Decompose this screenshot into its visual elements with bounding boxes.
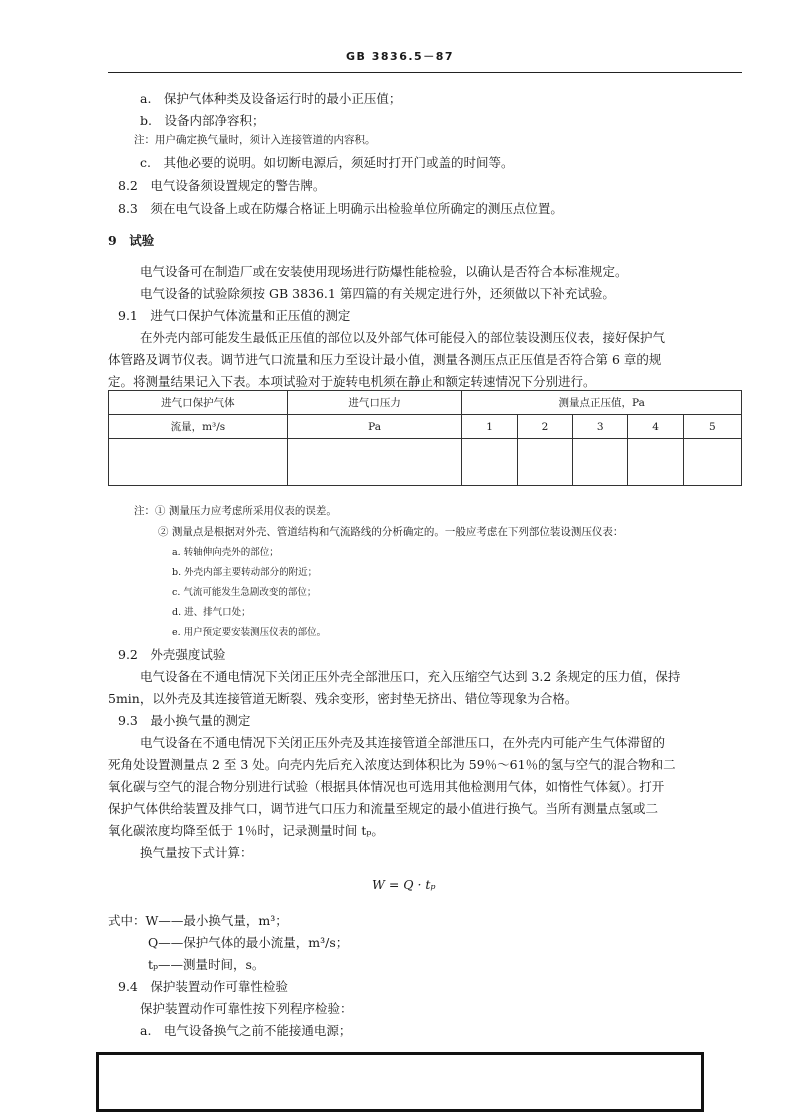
text-line-5: 8.2 电气设备须设置规定的警告牌。	[118, 178, 326, 193]
table-point-5: 5	[683, 415, 741, 439]
text-line-24: 9.3 最小换气量的测定	[118, 713, 251, 728]
table-point-2: 2	[517, 415, 572, 439]
table-cell-empty	[109, 439, 288, 486]
text-line-15: ② 测量点是根据对外壳、管道结构和气流路线的分析确定的。一般应考虑在下列部位装设测压仪表：	[158, 526, 624, 538]
text-line-37: a. 电气设备换气之前不能接通电源；	[140, 1023, 352, 1038]
bottom-frame	[96, 1052, 704, 1112]
text-line-12: 体管路及调节仪表。调节进气口流量和压力至设计最小值，测量各测压点正压值是否符合第 6 章的规	[108, 352, 662, 367]
text-line-34: tₚ——测量时间，s。	[148, 957, 265, 972]
text-line-14: 注：① 测量压力应考虑所采用仪表的误差。	[134, 505, 337, 517]
table-cell-empty	[462, 439, 517, 486]
text-line-20: e. 用户预定要安装测压仪表的部位。	[172, 627, 327, 638]
table-header-flow: 进气口保护气体	[109, 391, 288, 415]
text-line-26: 死角处设置测量点 2 至 3 处。向壳内先后充入浓度达到体积比为 59％～61％的氢与空气的混合物和二	[108, 757, 676, 772]
text-line-27: 氧化碳与空气的混合物分别进行试验（根据具体情况也可选用其他检测用气体，如惰性气体氦）。打开	[108, 779, 665, 794]
text-line-13: 定。将测量结果记入下表。本项试验对于旋转电机须在静止和额定转速情况下分别进行。	[108, 374, 596, 389]
table-cell-empty	[573, 439, 628, 486]
text-line-23: 5min，以外壳及其连接管道无断裂、残余变形，密封垫无挤出、错位等现象为合格。	[108, 691, 578, 706]
text-line-3: 注：用户确定换气量时，须计入连接管道的内容积。	[134, 134, 376, 146]
measurement-table	[108, 390, 742, 486]
text-line-36: 保护装置动作可靠性按下列程序检验：	[140, 1001, 353, 1016]
page-header: GB 3836.5－87	[346, 50, 454, 63]
text-line-8: 电气设备可在制造厂或在安装使用现场进行防爆性能检验，以确认是否符合本标准规定。	[140, 264, 628, 279]
table-point-1: 1	[462, 415, 517, 439]
table-header-group: 测量点正压值，Pa	[462, 391, 742, 415]
text-line-11: 在外壳内部可能发生最低正压值的部位以及外部气体可能侵入的部位装设测压仪表，接好保护气	[140, 330, 666, 345]
text-line-30: 换气量按下式计算：	[140, 845, 253, 860]
text-line-22: 电气设备在不通电情况下关闭正压外壳全部泄压口，充入压缩空气达到 3.2 条规定的压力值，保持	[140, 669, 681, 684]
text-line-17: b. 外壳内部主要转动部分的附近；	[172, 567, 318, 578]
text-line-4: c. 其他必要的说明。如切断电源后，须延时打开门或盖的时间等。	[140, 155, 514, 170]
text-line-10: 9.1 进气口保护气体流量和正压值的测定	[118, 308, 351, 323]
text-line-21: 9.2 外壳强度试验	[118, 647, 226, 662]
text-line-2: b. 设备内部净容积；	[140, 113, 265, 128]
table-header-pressure: 进气口压力	[287, 391, 462, 415]
text-line-19: d. 进、排气口处；	[172, 607, 251, 618]
table-cell-empty	[683, 439, 741, 486]
text-line-33: Q——保护气体的最小流量，m³/s；	[148, 935, 349, 950]
table-point-3: 3	[573, 415, 628, 439]
table-cell-empty	[628, 439, 683, 486]
text-line-6: 8.3 须在电气设备上或在防爆合格证上明确示出检验单位所确定的测压点位置。	[118, 201, 563, 216]
text-line-32: 式中：W——最小换气量，m³；	[108, 913, 288, 928]
text-line-1: a. 保护气体种类及设备运行时的最小正压值；	[140, 91, 402, 106]
text-line-18: c. 气流可能发生急剧改变的部位；	[172, 587, 317, 598]
text-line-25: 电气设备在不通电情况下关闭正压外壳及其连接管道全部泄压口，在外壳内可能产生气体滞留的	[140, 735, 666, 750]
table-cell-empty	[517, 439, 572, 486]
text-line-9: 电气设备的试验除须按 GB 3836.1 第四篇的有关规定进行外，还须做以下补充试验。	[140, 286, 615, 301]
text-line-31: W = Q · tₚ	[372, 877, 436, 892]
text-line-16: a. 转轴伸向壳外的部位；	[172, 547, 279, 558]
text-line-28: 保护气体供给装置及排气口，调节进气口压力和流量至规定的最小值进行换气。当所有测量点氢或二	[108, 801, 659, 816]
table-header-pressure-unit: Pa	[287, 415, 462, 439]
table-header-flow-unit: 流量，m³/s	[109, 415, 288, 439]
header-rule	[108, 72, 742, 73]
text-line-35: 9.4 保护装置动作可靠性检验	[118, 979, 288, 994]
table-point-4: 4	[628, 415, 683, 439]
table-cell-empty	[287, 439, 462, 486]
text-line-29: 氧化碳浓度均降至低于 1％时，记录测量时间 tₚ。	[108, 823, 384, 838]
text-line-7: 9 试验	[108, 233, 155, 248]
